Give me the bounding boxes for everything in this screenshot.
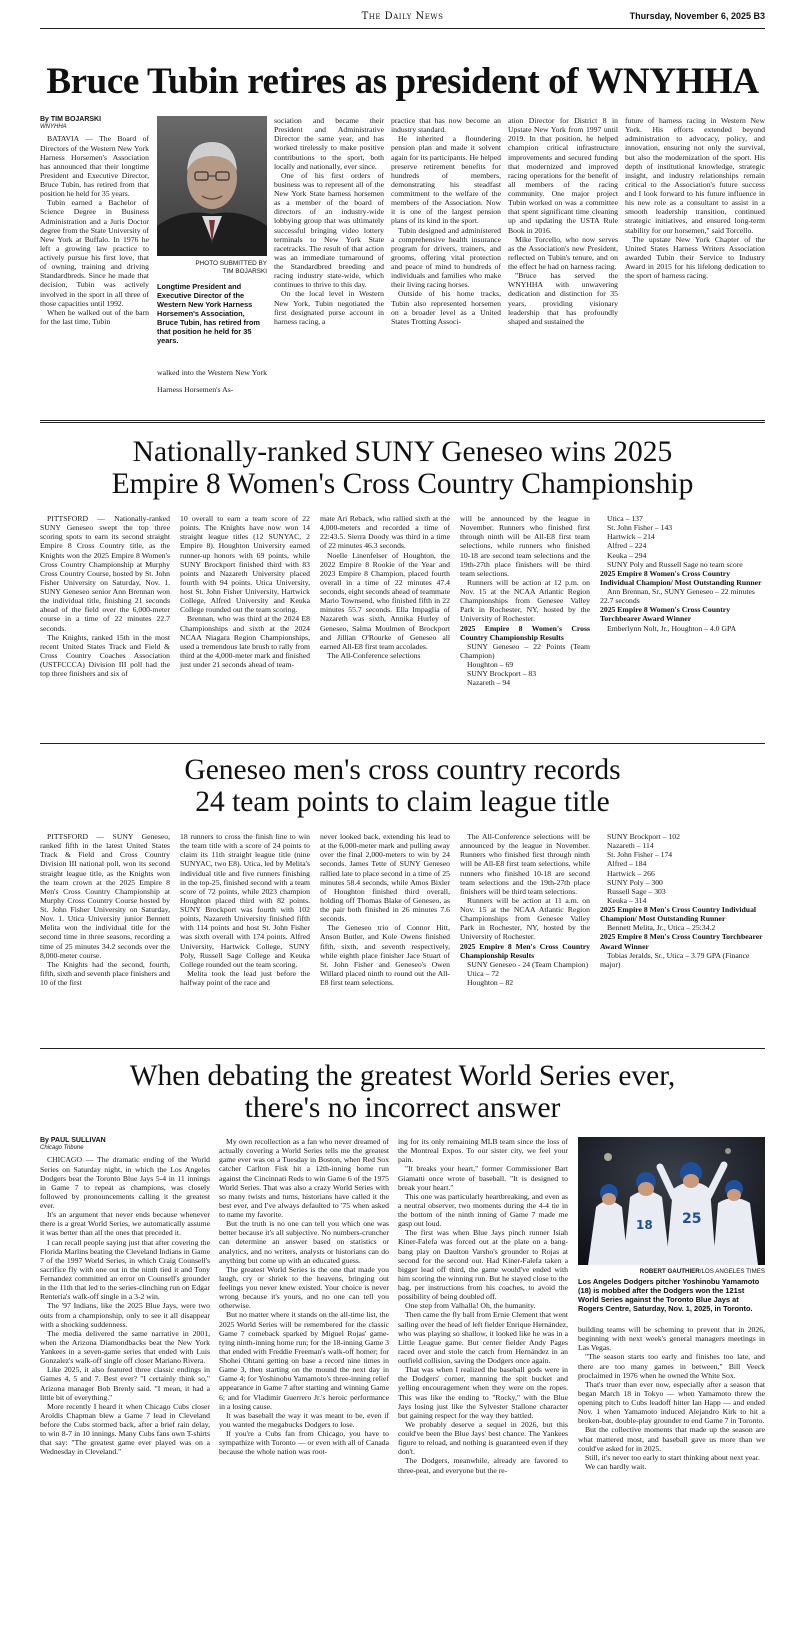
paragraph: When he walked out of the barn for the last time, Tubin — [40, 307, 149, 326]
paragraph: The upstate New York Chapter of the United States Harness Writers Association awarded Tubin their Service to Industry Award in 2015 for his lifelong dedication to the sport of harness racing. — [625, 234, 765, 281]
champion-line: Ann Brennan, Sr., SUNY Geneseo – 22 minutes 22.7 seconds — [600, 587, 755, 606]
paragraph: If you're a Cubs fan from Chicago, you have to sympathize with Toronto — or even with all of Canada because the whole nation was root- — [219, 1429, 389, 1457]
result-line: St. John Fisher – 143 — [607, 523, 673, 533]
paragraph: The media delivered the same narrative in 2001, when the Arizona Diamondbacks beat the New York Yankees in a seven-game series that ended with Luis Gonzalez's walk-off single off closer Mariano Rivera. — [40, 1328, 210, 1366]
paragraph: never looked back, extending his lead to at the 6,000-meter mark and pulling away over the final 2,000-meters to win by 24 seconds. James Tette of SUNY Geneseo rallied late to place second in a time of 25 minutes 58.4 seconds, while Amos Bixler of Houghton finished third overall, holding off Thomas Blake of Geneseo, as the pair both finished in 26 minutes 7.6 seconds. — [320, 832, 450, 924]
paragraph: 18 runners to cross the finish line to win the team title with a score of 24 points to claim its 11th straight league title (nine SUNYAC, two E8). Utica, led by Melita's individual title and five runners finishing in the top-25, finished second with a team score of 72 points, while 2023 champion Houghton placed third with 82 points. SUNY Brockport was fourth with 102 points, Nazareth University finished fifth with 114 points and host St. John Fisher was sixth overall with 174 points. Alfred University, Hartwick College, SUNY Poly, Russell Sage College and Keuka College rounded out the team scoring. — [180, 832, 310, 969]
paragraph: The Geneseo trio of Connor Hitt, Anson Butler, and Kole Owens finished fifth, sixth, and seventh respectively, while eighth place finisher Jace Stuart of St. John Fisher and Geneseo's Owen Willard placed ninth to round out the All-E8 first team selections. — [320, 923, 450, 987]
story4-col1 — [40, 1137, 210, 1617]
paragraph: We probably deserve a sequel in 2026, but this could've been the Blue Jays' best chance. The Yankees figure to reload, and nothing is guaranteed even if they don't. — [398, 1419, 568, 1457]
paragraph: practice that has now become an industry standard. — [391, 116, 501, 135]
story4-byline-org: Chicago Tribune — [40, 1145, 84, 1152]
torchbearer-line: Tobias Jeralds, Sr., Utica – 3.79 GPA (Finance major) — [600, 950, 750, 969]
paragraph: That's truer than ever now, especially after a season that began March 18 in Tokyo — when Yamamoto threw the opening pitch to Cubs leadoff hitter Ian Happ — and ended Nov. 1 when Yamamoto induced Alejandro Kirk to hit a broken-bat, double-play grounder to end Game 7 in Toronto. — [578, 1379, 765, 1426]
story3-col4 — [460, 832, 590, 1032]
result-note: SUNY Poly and Russell Sage no team score — [607, 559, 743, 569]
paragraph: Tubin earned a Bachelor of Science Degree in Business Administration and a Juris Doctor degree from the State University of New York at Buffalo. In 1976 he left a growing law practice to actively pursue his first love, that of owning, training and driving Standardbreds. Since he made that decision, Tubin was actively involved in the sport in all three of those capacities until 1992. — [40, 198, 149, 308]
paragraph: I can recall people saying just that after covering the Florida Marlins beating the Cleveland Indians in Game 7 of the 1997 World Series, in which Craig Counsell's sacrifice fly with one out in the ninth tied it and Tony Fernandez committed an error on Counsell's grounder in the 11th that led to the series-clinching run on Edgar Renteria's walk-off single in a 3-2 win. — [40, 1237, 210, 1302]
headline-line: Geneseo men's cross country records — [184, 754, 621, 786]
result-line: Keuka – 294 — [607, 550, 647, 560]
paragraph: But the collective moments that made up the season are what mattered most, and baseball gave us more than we could've asked for in 2025. — [578, 1425, 765, 1453]
story1-byline-org: WNYHHA — [40, 124, 67, 131]
paragraph: It's an argument that never ends because whenever there is a great World Series, we automatically assume it was better than all the ones that preceded it. — [40, 1210, 210, 1238]
credit-org: /LOS ANGELES TIMES — [699, 1268, 765, 1275]
paragraph: The All-Conference selections will be announced by the league in November. Runners who finished first through ninth will be All-E8 first team selections, while runners who finished 10-18 are second team selections and the 19th-27th place finishers will be third team selections. — [460, 832, 590, 896]
results-heading: 2025 Empire 8 Women's Cross Country Championship Results — [460, 623, 590, 642]
story3-headline — [40, 755, 765, 819]
paragraph: 10 overall to earn a team score of 22 points. The Knights have now won 14 straight league titles (12 SUNYAC, 2 Empire 8). Houghton University earned runner-up honors with 69 points, while SUNY Brockport finished third with 83 points and Nazareth University placed fourth with 94 points. Utica University, host St. John Fisher University, Hartwick College, Alfred University and Keuka College rounded out the team scoring. — [180, 514, 310, 615]
story2-col3 — [320, 514, 450, 734]
paragraph: The Dodgers, meanwhile, already are favored to three-peat, and everyone but the re- — [398, 1456, 568, 1475]
story4-col2 — [219, 1137, 389, 1617]
paragraph: Runners will be action at 12 p.m. on Nov. 15 at the NCAA Atlantic Region Championships from Genesee Valley Park in Rochester, NY, hosted by the University of Rochester. — [460, 577, 590, 624]
story1-col1 — [40, 116, 149, 421]
story2-headline — [40, 437, 765, 501]
paragraph: More recently I heard it when Chicago Cubs closer Aroldis Chapman blew a Game 7 lead in Cleveland before the Cubs stormed back, after a brief rain delay, to win 8-7 in 10 innings. Many Cubs fans own T-shirts that say: "The greatest game ever played was on a Wednesday in Cleveland." — [40, 1401, 210, 1457]
story4-col4 — [578, 1325, 765, 1617]
paragraph: The first was when Blue Jays pinch runner Isiah Kiner-Falefa was forced out at the plate on a bang-bang play on Daulton Varsho's grounder to Rojas at second for the second out. Had Kiner-Falefa taken a bigger lead off third, the game would've ended with him scoring the winning run. But he stayed close to the bag, per instructions from his coaches, to avoid the possibility of being doubled off. — [398, 1228, 568, 1302]
story-divider — [40, 743, 765, 744]
result-line: Nazareth – 94 — [467, 678, 511, 688]
result-line: Houghton – 82 — [467, 978, 514, 987]
story2-col5 — [600, 514, 765, 739]
page-header — [40, 8, 765, 28]
result-line: Hartwick – 214 — [607, 532, 655, 542]
story3-col3 — [320, 832, 450, 1032]
headline-line: 24 team points to claim league title — [195, 785, 610, 818]
story3-col5 — [600, 832, 765, 1042]
paragraph: Melita took the lead just before the halfway point of the race and — [180, 968, 310, 987]
result-line: SUNY Geneseo – 22 Points (Team Champion) — [460, 641, 590, 660]
story1-col3 — [274, 116, 384, 421]
story3-col2 — [180, 832, 310, 1032]
result-line: SUNY Brockport – 83 — [467, 669, 537, 679]
paragraph: sociation and became their President and Administrative Director the same year, and has worked tirelessly to make positive contributions to the sport, both locally and nationally, ever since. — [274, 116, 384, 171]
paragraph: We can hardly wait. — [585, 1461, 647, 1471]
story3-col1 — [40, 832, 170, 1032]
page-number: B3 — [753, 11, 765, 21]
story1-photo-caption: Longtime President and Executive Director of the Western New York Harness Horsemen's Association, Bruce Tubin, has retired from that position he held for 35 years. — [157, 282, 260, 346]
story1-col5 — [508, 116, 618, 421]
story1-byline: By TIM BOJARSKI — [40, 116, 102, 123]
paragraph: The All-Conference selections — [327, 650, 421, 660]
champion-line: Bennett Melita, Jr., Utica – 25:34.2 — [607, 923, 716, 933]
result-line: Keuka – 314 — [607, 895, 647, 905]
story1-col2 — [157, 364, 267, 414]
champion-heading: 2025 Empire 8 Men's Cross Country Individual Champion/ Most Outstanding Runner — [600, 905, 757, 924]
paragraph: Mike Torcello, who now serves as the Association's new President, reflected on Tubin's tenure, and on the effect he had on harness racing. — [508, 234, 618, 271]
paragraph: Noelle Linenfelser of Houghton, the 2022 Empire 8 Rookie of the Year and 2023 Empire 8 Champion, placed fourth overall in a time of 22 minutes 47.4 seconds, eight seconds ahead of teammate Mario Townsend, who finished fifth in 22 minutes 55.7 seconds. Ella Impaglia of Nazareth was sixth, Annika Hurley of Geneseo, Salma Moulmen of Brockport and Jillian O'Rourke of Geneseo all earned All-E8 first team accolades. — [320, 550, 450, 651]
paragraph: Runners will be action at 11 a.m. on Nov. 15 at the NCAA Atlantic Region Championships from Genesee Valley Park in Rochester, NY, hosted by the University of Rochester. — [460, 895, 590, 942]
result-line: Utica – 137 — [607, 514, 643, 523]
paragraph: PITTSFORD — Nationally-ranked SUNY Geneseo swept the top three scoring spots to earn its second straight Empire 8 Cross Country title, as the Knights won the 2025 Empire 8 Women's Cross Country Championship at Murphy Cross Country Course, hosted by St. John Fisher University on Saturday, Nov. 1. SUNY Geneseo senior Ann Brennan won the individual title, finishing 21 seconds ahead of the field over the 6,000-meter course in a time of 22 minutes 22.7 seconds. — [40, 514, 170, 633]
paragraph: That was when I realized the baseball gods were in the Dodgers' corner, manning the spit bucket and yelling encouragement when they were on the ropes. This was like the ending to "Rocky," with the Blue Jays losing just like the Sylvester Stallone character but gaining respect for the way they battled. — [398, 1365, 568, 1420]
paragraph: PITTSFORD — SUNY Geneseo, ranked fifth in the latest United States Track & Field and Cross Country Division III national poll, won its second straight league title, as the Knights won the team crown at the 2025 Empire 8 Men's Cross Country Championship at Murphy Cross Country Course hosted by St. John Fisher University on Saturday, Nov. 1. Utica University junior Bennett Melita won the individual title for the second time in three seasons, recording a time of 25 minutes 34.2 seconds over the 8,000-meter course. — [40, 832, 170, 960]
paragraph: My own recollection as a fan who never dreamed of actually covering a World Series tells me the greatest game ever was on a Tuesday in Boston, when Red Sox catcher Carlton Fisk hit a 12th-inning home run against the Cincinnati Reds to win Game 6 of the 1975 World Series. That was also a crazy World Series with so many twists and turns, historians have called it the best ever, and I've always defaulted to '75 when asked to name my favorite. — [219, 1137, 389, 1219]
tubin-portrait — [157, 116, 267, 256]
paragraph: Tubin designed and administered a comprehensive health insurance program for drivers, trainers, and grooms, offering vital protection and peace of mind to hundreds of individuals and families who make their living racing horses. — [391, 225, 501, 290]
paragraph: The Knights, ranked 15th in the most recent United States Track and Field & Cross Country Coaches Association (USTFCCCA) Division III poll had the top three finishers and six of — [40, 632, 170, 679]
headline-line: Empire 8 Women's Cross Country Championship — [111, 467, 694, 500]
header-rule — [40, 28, 765, 29]
story4-photo — [578, 1137, 765, 1265]
paragraph: "Bruce has served the WNYHHA with unwavering dedication and distinction for 35 years, providing visionary leadership that has profoundly shaped and sustained the — [508, 271, 618, 326]
paragraph: Then came the fly ball from Ernie Clement that went sailing over the head of left fielder Enrique Hernández, who was playing so shallow, it looked like he was in a Little League game. But center fielder Andy Pages raced over and stole the catch from Hernández in an outfield collision, saving the Dodgers once again. — [398, 1310, 568, 1365]
story2-col1 — [40, 514, 170, 734]
story4-col3 — [398, 1137, 568, 1617]
paragraph: Like 2025, it also featured three classic endings in Games 4, 5 and 7. Best ever? "I certainly think so," Arizona manager Bob Brenly said. "I mean, it had a little bit of everything." — [40, 1365, 210, 1402]
paragraph: ation Director for District 8 in Upstate New York from 1997 until 2019. In that position, he helped champion critical infrastructure improvements and secured funding that modernized and improved racing operations for the benefit of all members of the racing community. One major project Tubin worked on was a committee that spent significant time cleaning up and updating the USTA Rule Book in 2016. — [508, 116, 618, 235]
story1-col4 — [391, 116, 501, 421]
paragraph: CHICAGO — The dramatic ending of the World Series on Saturday night, in which the Los Angeles Dodgers beat the Toronto Blue Jays 5-4 in 11 innings in Game 7 to repeat as champions, was closely followed by pronouncements calling it the greatest ever. — [40, 1155, 210, 1211]
paragraph: He inherited a floundering pension plan and made it solvent again for its participants. He helped preserve retirement benefits for hundreds of members, demonstrating his steadfast commitment to the welfare of the members of the Association. Now it is one of the largest pension plans of its kind in the sport. — [391, 134, 501, 226]
result-line: Utica – 72 — [467, 968, 500, 978]
paragraph: One of his first orders of business was to represent all of the New York State harness horsemen as a member of the board of directors of an industry-wide lobbying group that was ultimately successful bringing video lottery terminals to New York State racetracks. The result of that action was an immediate turnaround of the Standardbred breeding and racing industry state-wide, which continues to thrive to this day. — [274, 170, 384, 290]
paragraph: The '97 Indians, like the 2025 Blue Jays, were two outs from a championship, only to see it all disappear with a shocking suddenness. — [40, 1301, 210, 1329]
result-line: Alfred – 224 — [607, 541, 647, 551]
result-line: Houghton – 69 — [467, 660, 514, 669]
paragraph: walked into the Western New York Harness Horsemen's As- — [157, 368, 267, 395]
headline-line: Nationally-ranked SUNY Geneseo wins 2025 — [132, 436, 673, 468]
paragraph: BATAVIA — The Board of Directors of the Western New York Harness Horsemen's Association has announced that their longtime President and Executive Director, Bruce Tubin, has retired from that position he held for 35 years. — [40, 134, 149, 199]
story4-photo-credit — [578, 1268, 765, 1275]
result-line: SUNY Poly – 300 — [607, 877, 663, 887]
date-page — [630, 11, 765, 21]
credit-name: ROBERT GAUTHIER — [639, 1268, 700, 1275]
story4-byline: By PAUL SULLIVAN — [40, 1137, 106, 1144]
result-line: Hartwick – 266 — [607, 868, 655, 878]
paragraph: The Knights had the second, fourth, fifth, sixth and seventh place finishers and 10 of the first — [40, 959, 170, 987]
paragraph: Outside of his home tracks, Tubin also represented horsemen on a broader level as a United States Trotting Associ- — [391, 289, 501, 326]
result-line: Russell Sage – 303 — [607, 886, 666, 896]
paragraph: The greatest World Series is the one that made you laugh, cry or shriek to the heavens, bringing out feelings you never knew existed. Your choice is never wrong because it's yours, and no one can tell you otherwise. — [219, 1264, 389, 1311]
story4-photo-caption: Los Angeles Dodgers pitcher Yoshinobu Yamamoto (18) is mobbed after the Dodgers won the 121st World Series against the Toronto Blue Jays at Rogers Centre, Saturday, Nov. 1, 2025, in Toronto. — [578, 1277, 760, 1314]
headline-line: there's no incorrect answer — [244, 1091, 561, 1124]
paragraph: "The season starts too early and finishes too late, and there are too many games in between," Bill Veeck proclaimed in 1976 when he owned the White Sox. — [578, 1352, 765, 1380]
result-line: Alfred – 184 — [607, 859, 647, 869]
headline-line: When debating the greatest World Series ever, — [129, 1060, 676, 1092]
story2-col2 — [180, 514, 310, 734]
paragraph: But the truth is no one can tell you which one was better because it's all subjective. No numbers-cruncher can determine an answer based on statistics or analytics, and no writers, analysts or historians can do anything but come up with an educated guess. — [219, 1219, 389, 1265]
svg-text:25: 25 — [682, 1211, 702, 1227]
paragraph: But no matter where it stands on the all-time list, the 2025 World Series will be remembered for the classic Game 7 comeback sparked by Miguel Rojas' game-tying ninth-inning home run; for the 18-inning Game 3 that ended with Freddie Freeman's walk-off homer; for Shohei Ohtani getting on base a record nine times in Game 3, then starting on the mound the next day in Game 4; for Yoshinobu Yamamoto's three-inning relief appearance in Game 7 after starting and winning Game 6; and for Vladimir Guerrero Jr.'s heroic performance in a losing cause. — [219, 1310, 389, 1411]
story-divider — [40, 1048, 765, 1049]
paragraph: future of harness racing in Western New York. His efforts extended beyond administration to advocacy, policy, and innovation, ensuring not only the survival, but also the modernization of the sport. His depth of institutional knowledge, strategic insight, and industry relationships remain critical to the Association's future success and I look forward to his future influence in his new role as a consultant to assist in a smooth leadership transition, continued strategic initiatives, and ensured long-term stability for our horsemen," said Torcello. — [625, 116, 765, 235]
story1-col6 — [625, 116, 765, 421]
paragraph: ing for its only remaining MLB team since the loss of the Montreal Expos. To our sister city, we feel your pain. — [398, 1137, 568, 1165]
story1-photo-credit — [157, 260, 267, 275]
story4-headline — [40, 1061, 765, 1125]
paragraph: It was baseball the way it was meant to be, even if you wanted the megabucks Dodgers to lose. — [219, 1410, 389, 1429]
result-line: St. John Fisher – 174 — [607, 850, 673, 860]
publication-name: The Daily News — [361, 11, 444, 22]
svg-text:18: 18 — [636, 1218, 653, 1232]
paragraph: Still, it's never too early to start thinking about next year. — [585, 1452, 760, 1462]
results-heading: 2025 Empire 8 Men's Cross Country Championship Results — [460, 941, 590, 960]
dodgers-celebration-photo — [578, 1137, 765, 1265]
result-line: SUNY Geneseo - 24 (Team Champion) — [467, 959, 589, 969]
torchbearer-heading: 2025 Empire 8 Men's Cross Country Torchbearer Award Winner — [600, 932, 763, 951]
credit-line: PHOTO SUBMITTED BY — [195, 260, 267, 267]
paragraph: "It breaks your heart," former Commissioner Bart Giamatti once wrote of baseball. "It is designed to break your heart." — [398, 1164, 568, 1192]
result-line: SUNY Brockport – 102 — [607, 832, 680, 841]
paragraph: Brennan, who was third at the 2024 E8 Championships and sixth at the 2024 NCAA Niagara Region Championships, used a tremendous late brush to rally from third at the 4,000-meter mark and finished just under 21 seconds ahead of team- — [180, 614, 310, 669]
story2-col4 — [460, 514, 590, 734]
story-divider — [40, 420, 765, 423]
story1-headline: Bruce Tubin retires as president of WNYHHA — [46, 61, 759, 102]
champion-heading: 2025 Empire 8 Women's Cross Country Individual Champion/ Most Outstanding Runner — [600, 568, 762, 587]
paragraph: This one was particularly heartbreaking, and even as a neutral observer, two moments during the 4-4 tie in the bottom of the ninth inning of Game 7 made me gasp out loud. — [398, 1191, 568, 1229]
paragraph: One step from Valhalla! Oh, the humanity. — [405, 1301, 536, 1311]
torchbearer-line: Emberlynn Nolt, Jr., Houghton – 4.0 GPA — [607, 623, 737, 633]
paragraph: On the local level in Western New York, Tubin negotiated the first designated purse account in harness racing, a — [274, 289, 384, 326]
paragraph: mate Ari Reback, who rallied sixth at the 4,000-meters and recorded a time of 22:43.5. Sierra Doody was third in a time of 22 minutes 46.3 seconds. — [320, 514, 450, 551]
torchbearer-heading: 2025 Empire 8 Women's Cross Country Torchbearer Award Winner — [600, 605, 731, 624]
header-date: Thursday, November 6, 2025 — [629, 11, 751, 21]
credit-line: TIM BOJARSKI — [222, 267, 267, 275]
result-line: Nazareth – 114 — [607, 841, 654, 851]
paragraph: will be announced by the league in November. Runners who finished first through ninth will be All-E8 first team selections, while runners who finished 10-18 are second team selections and the 19th-27th place finishers will be third team selections. — [460, 514, 590, 578]
paragraph: building teams will be scheming to prevent that in 2026, beginning with next week's general managers meetings in Las Vegas. — [578, 1325, 765, 1353]
story1-photo — [157, 116, 267, 256]
